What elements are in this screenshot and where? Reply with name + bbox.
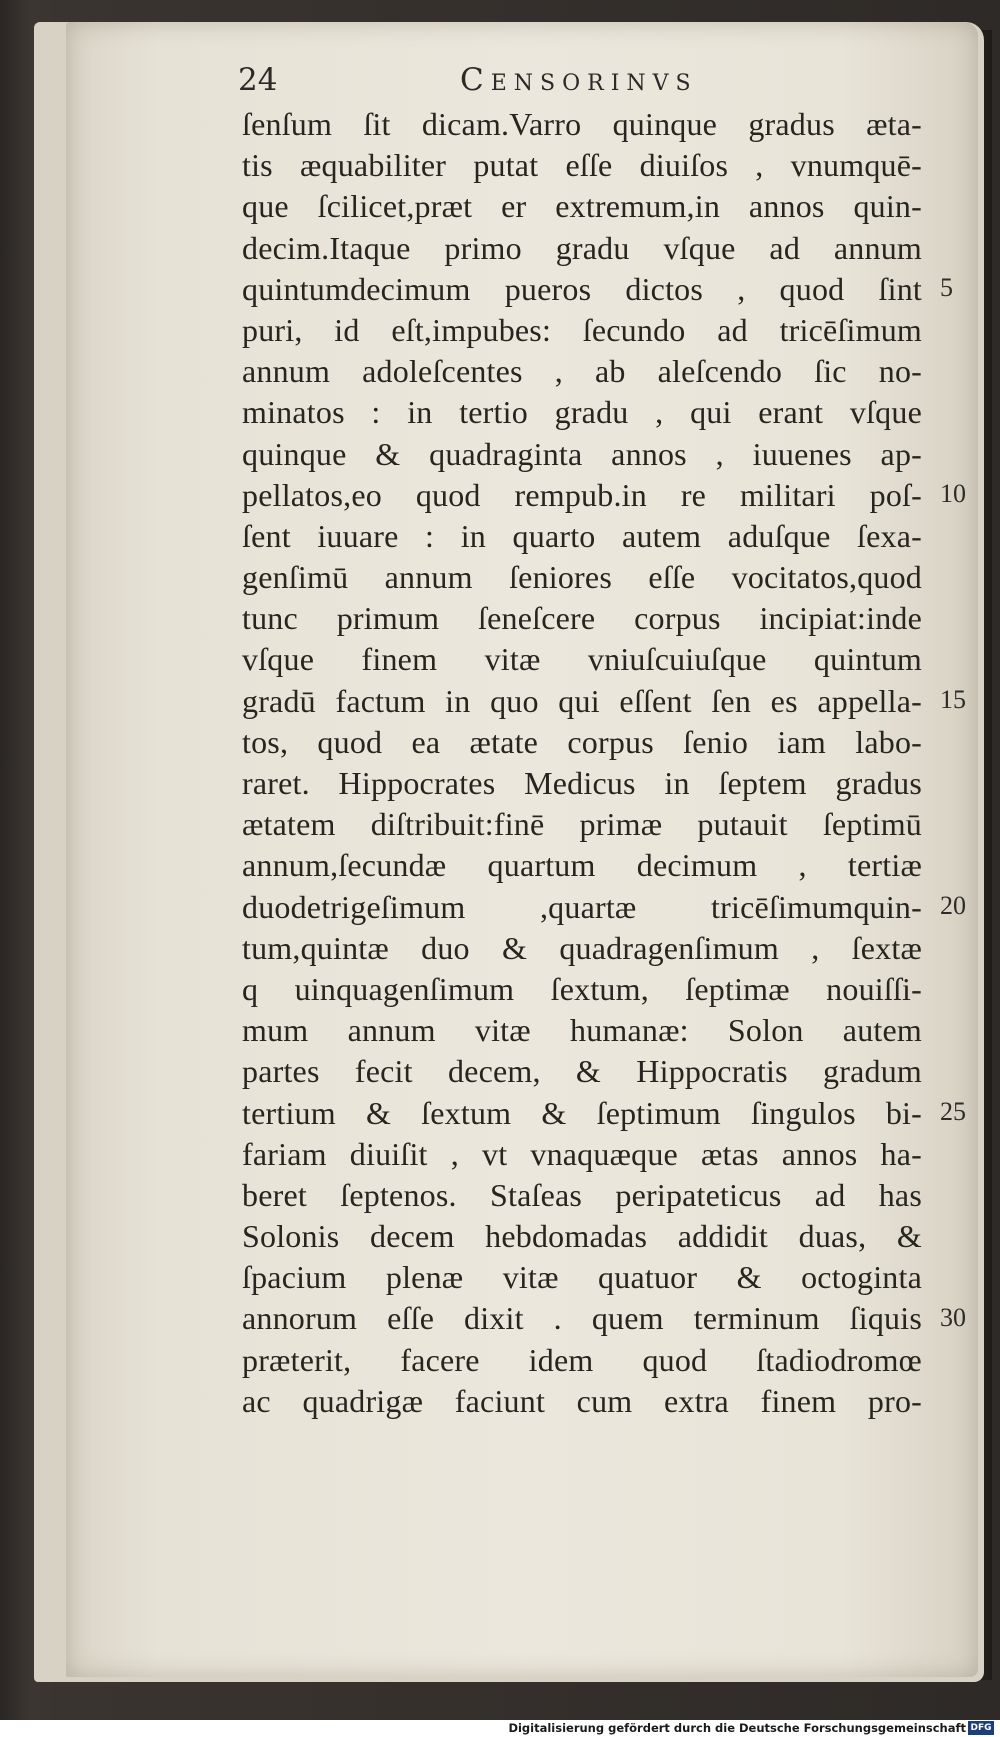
text-line: annum,ſecundæ quartum decimum , tertiæ <box>242 847 922 884</box>
text-line: vſque finem vitæ vniuſcuiuſque quintum <box>242 641 922 678</box>
running-head <box>238 62 798 106</box>
text-line: genſimū annum ſeniores eſſe vocitatos,quod <box>242 559 922 596</box>
running-title: Censorinvs <box>460 62 698 98</box>
text-line: ſenſum ſit dicam.Varro quinque gradus æta- <box>242 106 922 142</box>
text-line: ac quadrigæ faciunt cum extra finem pro- <box>242 1382 922 1419</box>
text-line: tos, quod ea ætate corpus ſenio iam labo- <box>242 723 922 760</box>
text-line: minatos : in tertio gradu , qui erant vſque <box>242 394 922 431</box>
text-line: ſent iuuare : in quarto autem aduſque ſexa- <box>242 517 922 554</box>
text-line: præterit, facere idem quod ſtadiodromœ <box>242 1341 922 1378</box>
text-line: pellatos,eo quod rempub.in re militari poſ- <box>242 476 922 513</box>
text-line: gradū factum in quo qui eſſent ſen es appella- <box>242 682 922 719</box>
digitization-credit: Digitalisierung gefördert durch die Deutsche Forschungsgemeinschaft <box>508 1721 966 1735</box>
line-number: 20 <box>940 890 966 920</box>
line-number: 25 <box>940 1096 966 1126</box>
text-line: tertium & ſextum & ſeptimum ſingulos bi- <box>242 1094 922 1131</box>
text-line: tum,quintæ duo & quadragenſimum , ſextæ <box>242 929 922 966</box>
text-line: decim.Itaque primo gradu vſque ad annum <box>242 229 922 266</box>
line-number: 5 <box>940 272 953 302</box>
text-line: Solonis decem hebdomadas addidit duas, & <box>242 1218 922 1255</box>
text-line: beret ſeptenos. Staſeas peripateticus ad has <box>242 1176 922 1213</box>
text-block <box>242 104 922 1422</box>
dfg-logo: DFG <box>968 1721 994 1735</box>
line-number: 15 <box>940 684 966 714</box>
text-line: tunc primum ſeneſcere corpus incipiat:inde <box>242 600 922 637</box>
text-line: q uinquagenſimum ſextum, ſeptimæ nouiſſi- <box>242 970 922 1007</box>
line-number: 30 <box>940 1302 966 1332</box>
text-line: ætatem diſtribuit:finē primæ putauit ſeptimū <box>242 806 922 843</box>
text-line: duodetrigeſimum ,quartæ tricēſimumquin- <box>242 888 922 925</box>
text-line: mum annum vitæ humanæ: Solon autem <box>242 1012 922 1049</box>
text-line: ſpacium plenæ vitæ quatuor & octoginta <box>242 1259 922 1296</box>
text-line: quinque & quadraginta annos , iuuenes ap- <box>242 435 922 472</box>
page-number: 24 <box>238 62 278 98</box>
text-line: partes fecit decem, & Hippocratis gradum <box>242 1053 922 1090</box>
text-line: puri, id eſt,impubes: ſecundo ad tricēſimum <box>242 311 922 348</box>
text-line: tis æquabiliter putat eſſe diuiſos , vnumquē- <box>242 147 922 184</box>
text-line: raret. Hippocrates Medicus in ſeptem gradus <box>242 765 922 801</box>
text-line: que ſcilicet,præt er extremum,in annos quin- <box>242 188 922 225</box>
text-line: annorum eſſe dixit . quem terminum ſiquis <box>242 1300 922 1337</box>
text-line: fariam diuiſit , vt vnaquæque ætas annos ha- <box>242 1135 922 1172</box>
line-number: 10 <box>940 478 966 508</box>
text-line: annum adoleſcentes , ab aleſcendo ſic no- <box>242 353 922 390</box>
text-line: quintumdecimum pueros dictos , quod ſint <box>242 270 922 307</box>
